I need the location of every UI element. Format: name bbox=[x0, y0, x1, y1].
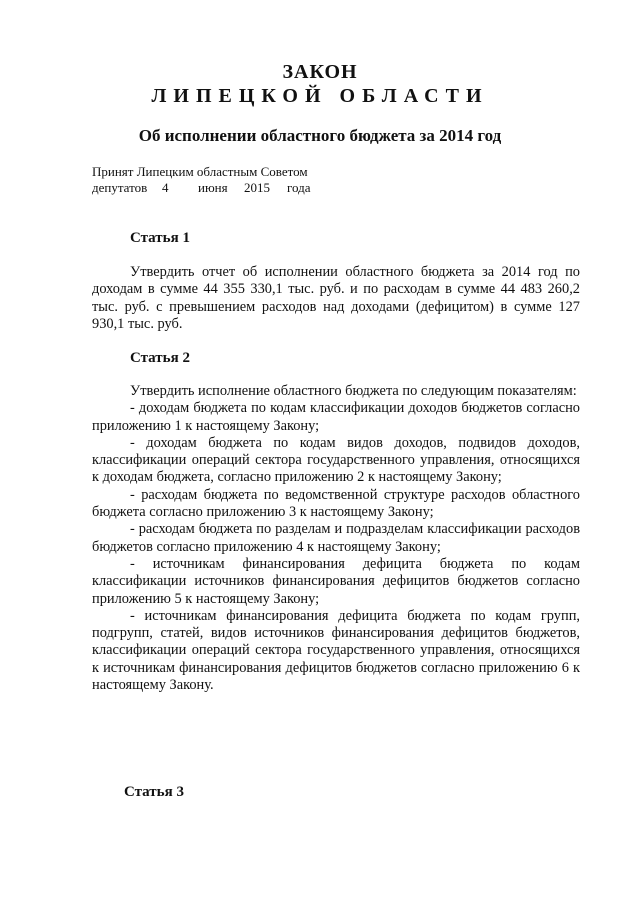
adoption-line-2 bbox=[92, 180, 311, 196]
article-3-heading: Статья 3 bbox=[124, 784, 184, 800]
adoption-word: 4 bbox=[162, 180, 169, 195]
region-title: ЛИПЕЦКОЙ ОБЛАСТИ bbox=[151, 85, 489, 107]
adoption-word: 2015 bbox=[244, 180, 270, 195]
article-2-intro: Утвердить исполнение областного бюджета по следующим показателям: bbox=[130, 383, 577, 399]
law-subtitle: Об исполнении областного бюджета за 2014 год bbox=[138, 126, 502, 145]
article-2-item: - источникам финансирования дефицита бюджета по кодам классификации источников финансирования дефицитов бюджетов согласно приложению 5 к настоящему Закону; bbox=[92, 555, 580, 607]
article-1-heading: Статья 1 bbox=[130, 230, 190, 246]
article-1-body bbox=[92, 264, 580, 333]
law-title: ЗАКОН bbox=[282, 61, 358, 83]
article-2-item: - расходам бюджета по разделам и подразделам классификации расходов бюджетов согласно приложению 4 к настоящему Закону; bbox=[92, 521, 580, 555]
adoption-word: июня bbox=[198, 180, 228, 195]
adoption-line-1: Принят Липецким областным Советом bbox=[92, 164, 308, 179]
article-1-paragraph: Утвердить отчет об исполнении областного бюджета за 2014 год по доходам в сумме 44 355 330,1 тыс. руб. и по расходам в сумме 44 483 260,2 тыс. руб. с превышением расходов над доходами (дефицитом) в сумме 127 930,1 тыс. руб. bbox=[92, 264, 580, 332]
article-2-item: - источникам финансирования дефицита бюджета по кодам групп, подгрупп, статей, видов источников финансирования дефицитов бюджетов, классификации операций сектора государственного управления, относящихся к источникам финансирования дефицитов бюджетов согласно приложению 6 к настоящему Закону. bbox=[92, 607, 580, 694]
article-2-heading: Статья 2 bbox=[130, 350, 190, 366]
article-2-item: - доходам бюджета по кодам видов доходов, подвидов доходов, классификации операций сектора государственного управления, относящихся к доходам бюджета, согласно приложению 2 к настоящему Закону; bbox=[92, 434, 580, 486]
adoption-word: года bbox=[287, 180, 311, 195]
article-2-item: - расходам бюджета по ведомственной структуре расходов областного бюджета согласно приложению 3 к настоящему Закону; bbox=[92, 486, 580, 521]
adoption-word: депутатов bbox=[92, 180, 148, 195]
article-2-item: - доходам бюджета по кодам классификации доходов бюджетов согласно приложению 1 к настоящему Закону; bbox=[92, 400, 580, 434]
article-2-body bbox=[92, 383, 580, 694]
adoption-note bbox=[92, 164, 311, 196]
